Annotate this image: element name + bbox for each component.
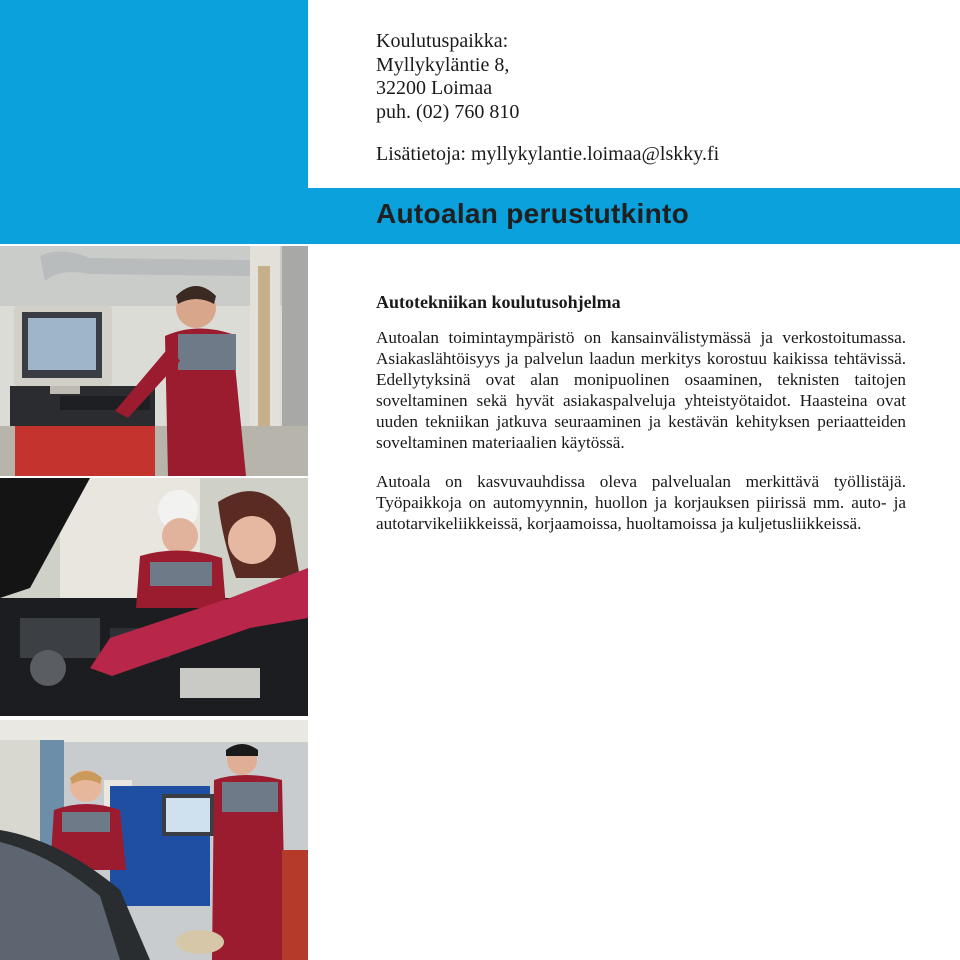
- photo-column: [0, 246, 308, 960]
- photo-engine-inspection: [0, 478, 308, 716]
- page-title: Autoalan perustutkinto: [376, 198, 690, 229]
- contact-info: [376, 30, 719, 167]
- more-info-email: Lisätietoja: myllykylantie.loimaa@lskky.fi: [376, 143, 720, 165]
- contact-line: Myllykyläntie 8,: [376, 53, 510, 76]
- contact-line: 32200 Loimaa: [376, 77, 493, 99]
- body-paragraph: Autoala on kasvuvauhdissa oleva palvelualan merkittävä työllistäjä. Työpaikkoja on automyynnin, huollon ja korjauksen piirissä mm. auto- ja autotarvikeliikkeissä, korjaamoissa, huoltamoissa ja kuljetusliikkeissä.: [376, 472, 906, 533]
- contact-line: Koulutuspaikka:: [376, 30, 509, 52]
- section-subheading: Autotekniikan koulutusohjelma: [376, 292, 621, 312]
- contact-line: puh. (02) 760 810: [376, 100, 520, 123]
- photo-diagnostic-tester: [0, 720, 308, 960]
- main-content: [376, 292, 906, 552]
- body-paragraph: Autoalan toimintaympäristö on kansainvälistymässä ja verkostoitumassa. Asiakaslähtöisyys ja palvelun laadun merkitys korostuu kaikissa tehtävissä. Edellytyksinä ovat alan monipuolinen osaaminen, teknisten taitojen soveltaminen sekä hyvät asiakaspalveluja yhteistyötaidot. Haasteina ovat uuden tekniikan jatkuva seuraaminen ja kestävän kehityksen periaatteiden soveltaminen materiaalien käytössä.: [376, 328, 906, 452]
- photo-alignment-workstation: [0, 246, 308, 476]
- blue-corner-block: [0, 0, 308, 188]
